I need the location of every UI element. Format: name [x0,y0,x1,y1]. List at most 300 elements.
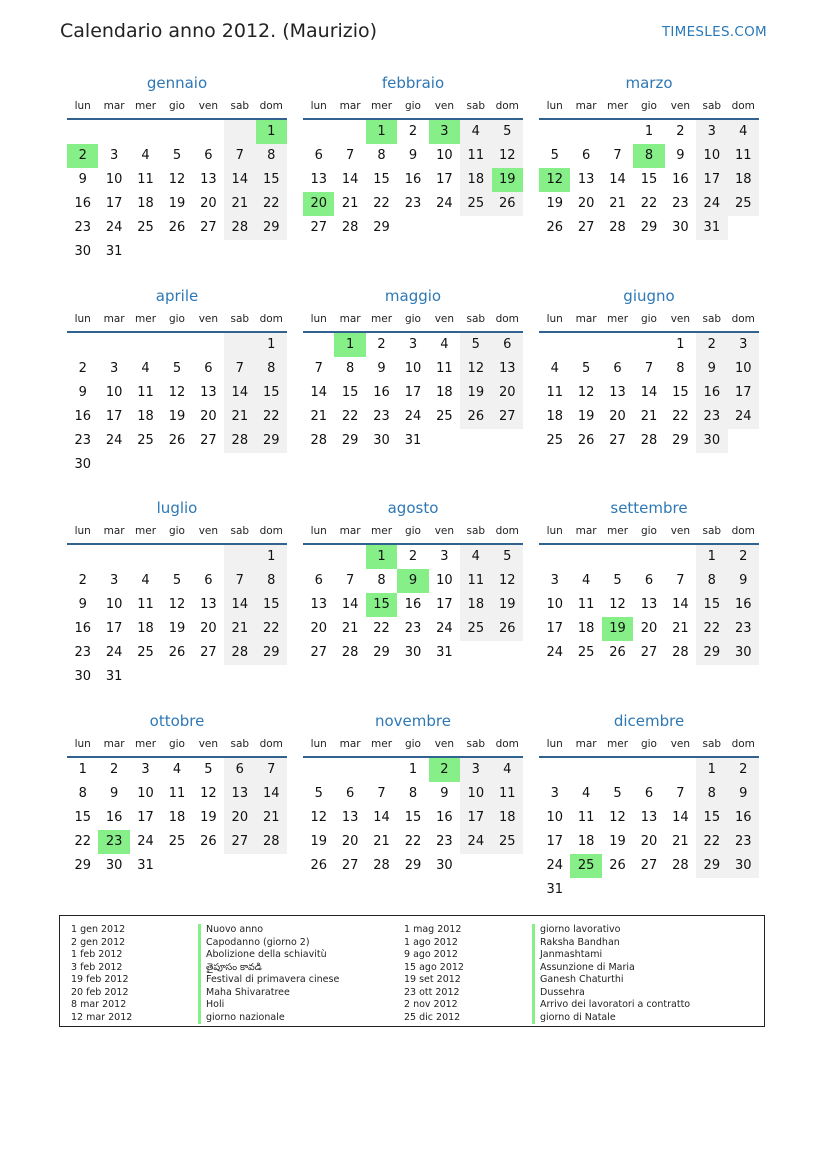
empty-cell [256,665,287,689]
weekday-label: mar [575,100,597,112]
weekday-label: ven [670,738,691,750]
empty-cell [570,333,601,357]
weekday-label: gio [640,313,657,325]
day-cell: 6 [644,573,654,588]
day-cell: 10 [105,597,123,612]
week-row [539,405,759,429]
weekday-header [67,307,287,333]
day-cell: 15 [640,172,658,187]
weekday-label: dom [731,313,755,325]
empty-cell [224,240,255,264]
legend-date: 19 set 2012 [404,974,461,985]
day-cell: 19 [310,834,327,849]
day-cell: 11 [492,782,523,806]
week-row [67,665,287,689]
empty-cell [492,641,523,665]
weekday-label: ven [670,525,691,537]
day-cell: 28 [224,429,255,453]
week-row [303,545,523,569]
weekday-label: gio [404,525,421,537]
empty-cell [303,333,334,357]
day-cell: 13 [200,597,217,612]
weekday-label: ven [198,738,219,750]
day-cell: 11 [460,569,491,593]
day-cell: 9 [408,148,418,163]
week-row [67,641,287,665]
day-cell: 29 [404,858,422,873]
day-cell: 25 [137,433,154,448]
day-cell: 12 [168,385,186,400]
day-cell: 9 [696,357,727,381]
day-cell: 26 [168,645,186,660]
day-cell: 3 [440,549,449,564]
weekday-label: lun [74,313,91,325]
day-cell: 17 [460,806,491,830]
day-cell: 14 [310,385,327,400]
day-cell: 8 [256,569,287,593]
day-cell: 29 [373,220,390,235]
site-logo[interactable]: TIMESLES.COM [661,24,767,40]
empty-cell [130,453,161,477]
day-cell: 17 [105,409,123,424]
empty-cell [161,854,192,878]
legend-date: 3 feb 2012 [71,961,123,973]
weekday-label: gio [640,100,657,112]
weekday-label: ven [670,100,691,112]
day-cell: 14 [373,810,390,825]
empty-cell [633,878,664,902]
day-cell: 28 [672,645,689,660]
week-row [67,216,287,240]
day-cell: 30 [74,457,91,472]
week-row [67,240,287,264]
week-row [67,120,287,144]
legend-date: 12 mar 2012 [71,1011,133,1023]
legend-holiday-name: Holi [206,999,225,1010]
day-cell: 5 [550,148,559,163]
month-name: novembre [375,712,451,730]
weekday-label: gio [640,525,657,537]
day-cell: 18 [436,385,453,400]
day-cell: 28 [373,858,390,873]
week-row [539,192,759,216]
day-cell: 6 [581,148,591,163]
day-cell: 10 [436,148,453,163]
weekday-header [303,307,523,333]
day-cell: 24 [404,409,422,424]
holiday-day: 19 [492,168,523,192]
month-name: ottobre [149,712,205,730]
day-cell: 2 [78,361,87,376]
weekday-label: gio [168,100,185,112]
day-cell: 23 [373,409,390,424]
weekday-label: dom [731,100,755,112]
weekday-label: ven [198,525,219,537]
week-row [303,120,523,144]
day-cell: 6 [613,361,622,376]
weekday-label: ven [198,100,219,112]
day-cell: 3 [550,786,559,801]
day-cell: 10 [460,782,491,806]
weekday-label: dom [495,738,519,750]
weekday-label: sab [702,100,722,112]
weekday-label: ven [434,100,455,112]
day-cell: 6 [204,361,213,376]
day-cell: 5 [314,786,323,801]
day-cell: 21 [310,409,327,424]
weekday-label: lun [74,525,91,537]
empty-cell [492,854,523,878]
day-cell: 20 [640,834,658,849]
month-febbraio [303,72,523,240]
day-cell: 18 [460,168,491,192]
day-cell: 15 [256,593,287,617]
day-cell: 21 [256,806,287,830]
week-row [539,381,759,405]
day-cell: 23 [696,405,727,429]
weekday-label: dom [259,100,283,112]
day-cell: 9 [78,597,87,612]
day-cell: 7 [224,144,255,168]
day-cell: 16 [74,621,91,636]
day-cell: 29 [256,429,287,453]
day-cell: 6 [314,573,323,588]
day-cell: 25 [728,192,759,216]
day-cell: 21 [341,621,359,636]
weekday-label: gio [640,738,657,750]
empty-cell [602,545,633,569]
day-cell: 4 [141,148,150,163]
legend-date: 25 dic 2012 [404,1011,461,1023]
weekday-label: lun [310,738,327,750]
day-cell: 7 [676,786,685,801]
week-row [539,120,759,144]
day-cell: 7 [224,357,255,381]
day-cell: 31 [436,645,453,660]
empty-cell [460,641,491,665]
month-name: febbraio [381,74,445,92]
day-cell: 13 [640,597,658,612]
empty-cell [303,120,334,144]
weekday-label: mer [135,738,157,750]
legend-holiday-name: Assunzione di Maria [540,961,635,973]
day-cell: 25 [492,830,523,854]
day-cell: 18 [137,409,154,424]
day-cell: 29 [256,641,287,665]
day-cell: 23 [404,196,422,211]
day-cell: 23 [404,621,422,636]
day-cell: 20 [492,381,523,405]
day-cell: 31 [137,858,154,873]
day-cell: 28 [640,433,658,448]
day-cell: 13 [577,172,595,187]
day-cell: 16 [105,810,123,825]
day-cell: 18 [546,409,563,424]
day-cell: 14 [341,597,359,612]
day-cell: 9 [109,786,119,801]
day-cell: 14 [224,168,255,192]
day-cell: 21 [224,405,255,429]
legend-dates-left [71,924,132,1024]
day-cell: 18 [728,168,759,192]
weekday-label: gio [168,313,185,325]
empty-cell [539,333,570,357]
week-row [303,758,523,782]
weekday-label: lun [546,313,563,325]
weekday-label: gio [404,738,421,750]
day-cell: 15 [672,385,689,400]
day-cell: 19 [168,409,186,424]
holiday-day: 12 [539,168,570,192]
day-cell: 7 [676,573,685,588]
day-cell: 6 [204,573,213,588]
legend-holiday-name: తైపూసం కావడి [206,961,262,973]
day-cell: 27 [224,830,255,854]
day-cell: 3 [550,573,559,588]
weekday-label: dom [495,525,519,537]
empty-cell [224,665,255,689]
weekday-label: mar [103,313,125,325]
day-cell: 30 [74,669,91,684]
weekday-label: mar [103,738,125,750]
holiday-day: 1 [366,120,397,144]
empty-cell [570,758,601,782]
day-cell: 30 [74,244,91,259]
week-row [539,617,759,641]
day-cell: 23 [74,645,91,660]
day-cell: 12 [609,810,626,825]
weekday-label: lun [310,313,327,325]
day-cell: 11 [137,385,154,400]
day-cell: 16 [728,593,759,617]
day-cell: 27 [200,433,217,448]
day-cell: 19 [577,409,595,424]
day-cell: 8 [377,148,386,163]
week-row [539,429,759,453]
day-cell: 18 [168,810,186,825]
day-cell: 5 [492,545,523,569]
day-cell: 4 [581,573,591,588]
empty-cell [130,240,161,264]
day-cell: 21 [224,617,255,641]
day-cell: 7 [345,148,355,163]
day-cell: 26 [460,405,491,429]
day-cell: 17 [728,381,759,405]
weekday-header [67,94,287,120]
legend-marker-right [532,924,535,1024]
holiday-day: 2 [67,144,98,168]
day-cell: 16 [404,172,422,187]
week-row [539,168,759,192]
day-cell: 8 [676,361,685,376]
day-cell: 14 [672,810,689,825]
day-cell: 5 [460,333,491,357]
week-row [67,357,287,381]
empty-cell [460,429,491,453]
day-cell: 12 [492,569,523,593]
day-cell: 8 [696,782,727,806]
week-row [539,806,759,830]
day-cell: 28 [256,830,287,854]
day-cell: 3 [408,337,418,352]
holiday-day: 1 [256,120,287,144]
empty-cell [98,333,129,357]
weekday-label: mer [135,525,157,537]
legend-holiday-name: Nuovo anno [206,924,264,935]
empty-cell [67,120,98,144]
empty-cell [334,120,365,144]
day-cell: 22 [256,617,287,641]
empty-cell [728,878,759,902]
holiday-day: 25 [570,854,601,878]
day-cell: 12 [492,144,523,168]
empty-cell [492,216,523,240]
day-cell: 19 [168,196,186,211]
day-cell: 5 [172,361,182,376]
day-cell: 18 [137,196,154,211]
day-cell: 16 [728,806,759,830]
legend-date: 1 mag 2012 [404,924,462,935]
day-cell: 29 [341,433,359,448]
day-cell: 18 [492,806,523,830]
weekday-label: sab [230,525,250,537]
day-cell: 30 [105,858,123,873]
day-cell: 19 [168,621,186,636]
day-cell: 11 [546,385,563,400]
legend-names-right [540,924,690,1024]
day-cell: 24 [546,645,563,660]
day-cell: 22 [404,834,422,849]
day-cell: 25 [436,409,453,424]
day-cell: 10 [728,357,759,381]
day-cell: 15 [74,810,91,825]
month-maggio [303,285,523,453]
empty-cell [67,545,98,569]
day-cell: 20 [200,409,217,424]
day-cell: 20 [224,806,255,830]
legend-holiday-name: Maha Shivaratree [206,986,290,998]
month-name: giugno [623,287,675,305]
weekday-label: lun [74,100,91,112]
holiday-day: 3 [429,120,460,144]
day-cell: 6 [644,786,654,801]
day-cell: 8 [256,357,287,381]
weekday-label: mer [607,738,629,750]
day-cell: 31 [404,433,422,448]
weekday-label: mer [607,100,629,112]
day-cell: 26 [492,617,523,641]
weekday-header [539,307,759,333]
day-cell: 2 [408,549,418,564]
day-cell: 22 [341,409,359,424]
day-cell: 26 [492,192,523,216]
month-giugno [539,285,759,453]
weekday-label: mer [135,100,157,112]
day-cell: 9 [440,786,449,801]
day-cell: 2 [728,545,759,569]
day-cell: 20 [609,409,626,424]
week-row [539,758,759,782]
day-cell: 17 [404,385,422,400]
week-row [67,405,287,429]
empty-cell [161,665,192,689]
weekday-header [67,519,287,545]
month-name: agosto [387,499,439,517]
day-cell: 1 [408,762,418,777]
weekday-label: dom [495,100,519,112]
day-cell: 28 [341,645,359,660]
day-cell: 28 [341,220,359,235]
day-cell: 28 [609,220,626,235]
day-cell: 25 [168,834,186,849]
empty-cell [539,758,570,782]
day-cell: 18 [460,593,491,617]
empty-cell [602,333,633,357]
weekday-label: mar [339,313,361,325]
week-row [67,806,287,830]
day-cell: 13 [310,172,327,187]
weekday-label: mer [135,313,157,325]
day-cell: 16 [404,597,422,612]
day-cell: 10 [137,786,154,801]
week-row [67,144,287,168]
weekday-label: ven [434,738,455,750]
day-cell: 23 [436,834,453,849]
empty-cell [98,453,129,477]
day-cell: 21 [672,621,689,636]
day-cell: 29 [256,216,287,240]
empty-cell [570,878,601,902]
legend-date: 2 gen 2012 [71,936,126,948]
day-cell: 8 [696,569,727,593]
day-cell: 7 [613,148,622,163]
day-cell: 11 [137,597,154,612]
day-cell: 14 [609,172,626,187]
month-agosto [303,497,523,665]
week-row [539,878,759,902]
day-cell: 6 [204,148,213,163]
weekday-label: sab [702,313,722,325]
month-luglio [67,497,287,689]
day-cell: 7 [644,361,654,376]
day-cell: 8 [345,361,355,376]
empty-cell [665,758,696,782]
day-cell: 31 [696,216,727,240]
holiday-day: 9 [397,569,428,593]
weekday-label: lun [546,100,563,112]
day-cell: 12 [577,385,595,400]
weekday-label: dom [259,525,283,537]
day-cell: 27 [577,220,595,235]
day-cell: 1 [696,545,727,569]
day-cell: 26 [168,220,186,235]
day-cell: 29 [640,220,658,235]
week-row [539,854,759,878]
day-cell: 13 [310,597,327,612]
weekday-label: sab [466,525,486,537]
week-row [303,617,523,641]
day-cell: 14 [224,593,255,617]
holiday-day: 20 [303,192,334,216]
day-cell: 10 [696,144,727,168]
empty-cell [303,758,334,782]
month-name: marzo [625,74,673,92]
day-cell: 6 [314,148,323,163]
day-cell: 4 [460,120,491,144]
day-cell: 17 [696,168,727,192]
week-row [303,168,523,192]
month-settembre [539,497,759,665]
